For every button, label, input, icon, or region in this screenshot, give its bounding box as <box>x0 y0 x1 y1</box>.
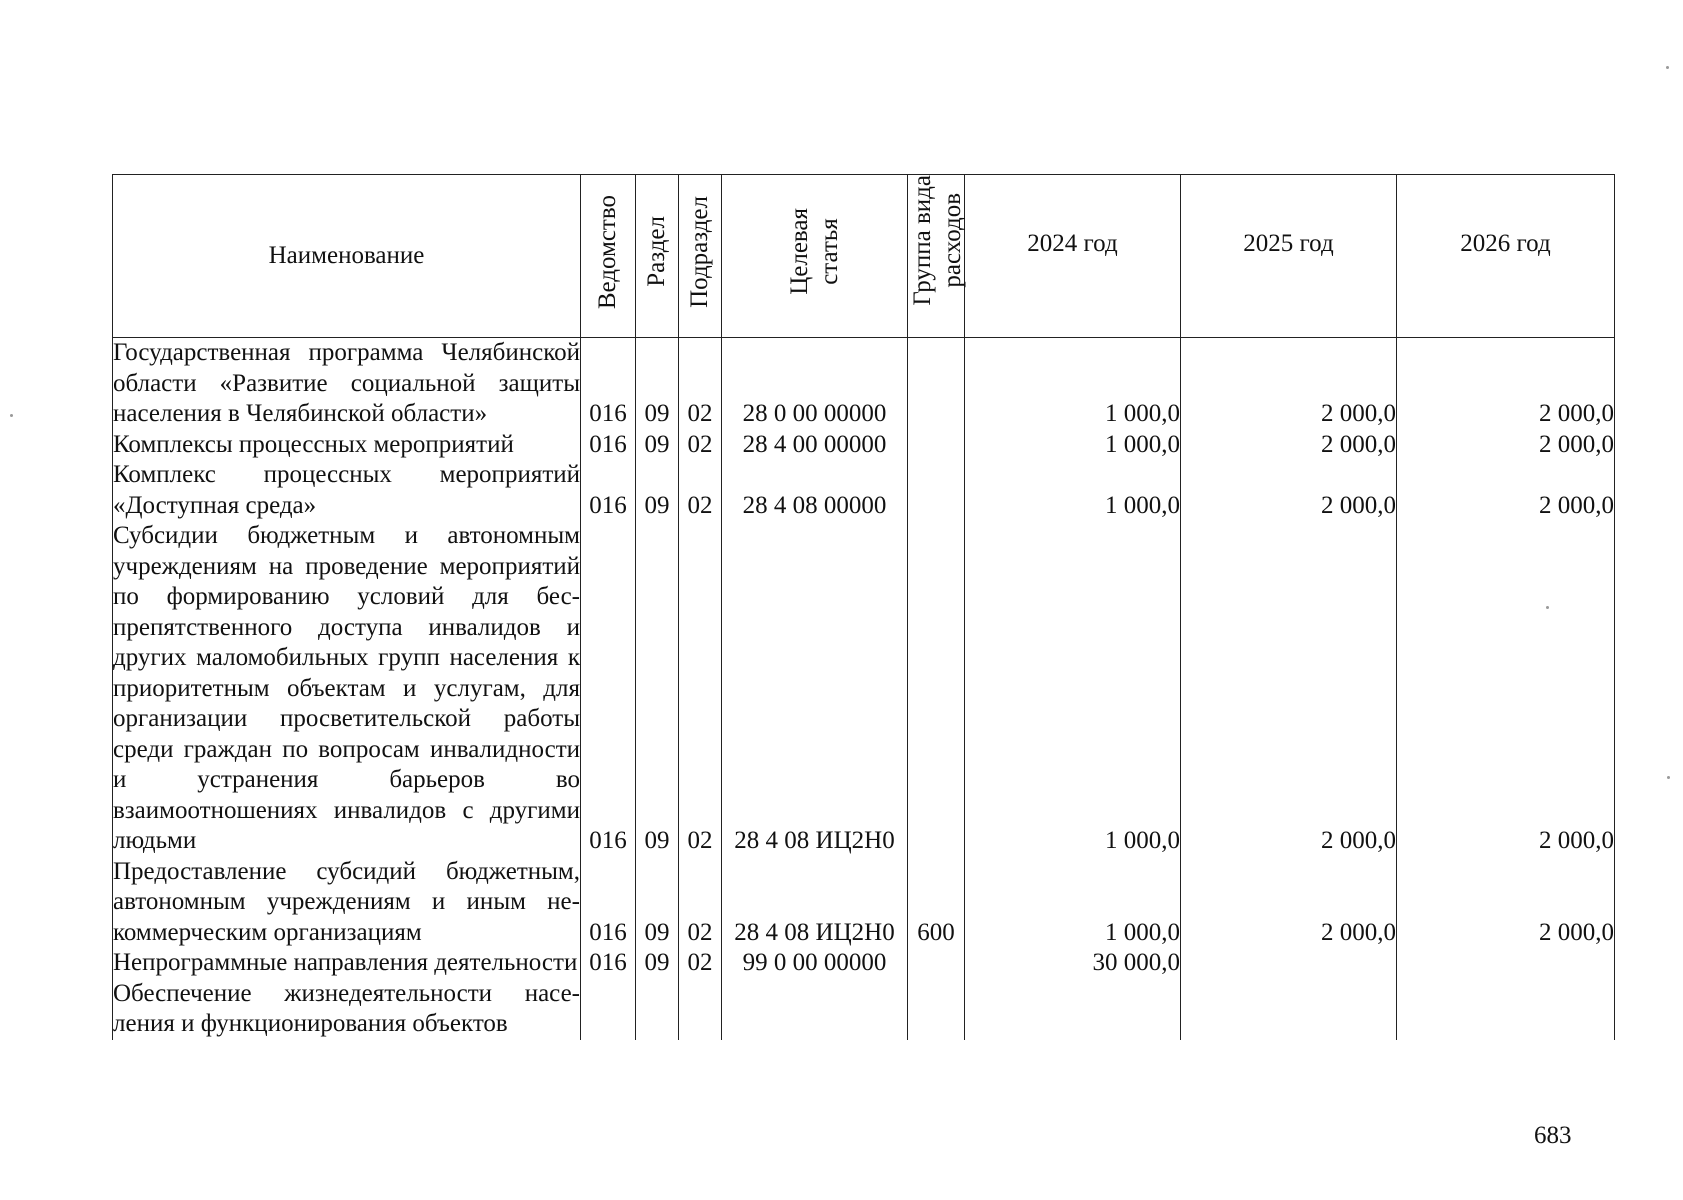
row-target: 28 4 08 ИЦ2Н0 <box>722 521 908 857</box>
header-gruppa-text <box>908 175 968 306</box>
header-2024 <box>965 175 1181 338</box>
row-target: 28 4 08 00000 <box>722 460 908 521</box>
row-2025 <box>1181 979 1397 1040</box>
header-name-text: Наименование <box>268 241 425 269</box>
header-name <box>113 175 581 338</box>
row-podrazdel: 02 <box>679 857 722 949</box>
row-target: 28 4 08 ИЦ2Н0 <box>722 857 908 949</box>
row-target: 28 0 00 00000 <box>722 338 908 430</box>
row-2024: 1 000,0 <box>965 430 1181 461</box>
row-razdel <box>636 979 679 1040</box>
table-row <box>113 857 1615 949</box>
row-name: Субсидии бюджетным и автономным учреждениям на проведение мероприятий по формированию условий для беспрепятственного доступа инвалидов и других маломобильных групп населения к приоритетным объектам и услугам, для организации просветительской работы среди граждан по вопросам инвалидности и устранения барьеров во взаимоотношениях инвалидов с другими людьми <box>113 521 581 857</box>
row-podrazdel: 02 <box>679 338 722 430</box>
row-vedomstvo: 016 <box>581 857 636 949</box>
header-celevaya-text <box>785 208 845 295</box>
row-2025: 2 000,0 <box>1181 460 1397 521</box>
header-gruppa-vida <box>908 175 965 338</box>
row-2025: 2 000,0 <box>1181 521 1397 857</box>
table-row <box>113 948 1615 979</box>
header-vedomstvo <box>581 175 636 338</box>
header-razdel <box>636 175 679 338</box>
row-target: 99 0 00 00000 <box>722 948 908 979</box>
row-name: Обеспечение жизнедеятельности населения и функционирования объектов <box>113 979 581 1040</box>
header-podrazdel <box>679 175 722 338</box>
row-name: Комплекс процессных мероприятий «Доступная среда» <box>113 460 581 521</box>
header-celevaya-line1: Целевая <box>785 208 813 296</box>
row-target: 28 4 00 00000 <box>722 430 908 461</box>
scan-speck <box>1667 776 1670 779</box>
header-2025 <box>1181 175 1397 338</box>
row-name: Предоставление субсидий бюджетным, автономным учреждениям и иным некоммерческим организациям <box>113 857 581 949</box>
header-2024-text: 2024 год <box>1027 229 1118 257</box>
table-header <box>113 175 1615 338</box>
row-2025: 2 000,0 <box>1181 430 1397 461</box>
row-group <box>908 338 965 430</box>
row-vedomstvo: 016 <box>581 460 636 521</box>
table-row <box>113 430 1615 461</box>
scan-speck <box>10 414 13 417</box>
row-target <box>722 979 908 1040</box>
row-2024: 1 000,0 <box>965 460 1181 521</box>
header-2026 <box>1397 175 1615 338</box>
table-row <box>113 460 1615 521</box>
header-2026-text: 2026 год <box>1460 229 1551 257</box>
row-razdel: 09 <box>636 430 679 461</box>
row-podrazdel: 02 <box>679 430 722 461</box>
row-name: Государственная программа Челябинской области «Развитие социальной защиты населения в Челябинской области» <box>113 338 581 430</box>
table-row <box>113 521 1615 857</box>
header-celevaya-line2: статья <box>815 218 843 286</box>
row-2024: 1 000,0 <box>965 338 1181 430</box>
row-group <box>908 979 965 1040</box>
table-row <box>113 338 1615 430</box>
header-gruppa-line2: расходов <box>939 192 966 288</box>
row-2026: 2 000,0 <box>1397 460 1615 521</box>
header-vedomstvo-text: Ведомство <box>594 194 621 309</box>
header-celevaya-statya <box>722 175 908 338</box>
row-vedomstvo: 016 <box>581 338 636 430</box>
row-name: Комплексы процессных мероприятий <box>113 430 581 461</box>
row-2026: 2 000,0 <box>1397 521 1615 857</box>
row-group: 600 <box>908 857 965 949</box>
row-podrazdel: 02 <box>679 948 722 979</box>
row-group <box>908 948 965 979</box>
row-name: Непрограммные направления деятельности <box>113 948 581 979</box>
row-vedomstvo: 016 <box>581 430 636 461</box>
row-2024 <box>965 979 1181 1040</box>
row-razdel: 09 <box>636 460 679 521</box>
row-2026 <box>1397 948 1615 979</box>
row-podrazdel: 02 <box>679 460 722 521</box>
row-vedomstvo: 016 <box>581 948 636 979</box>
row-razdel: 09 <box>636 857 679 949</box>
row-2026: 2 000,0 <box>1397 430 1615 461</box>
page-number: 683 <box>1534 1122 1572 1149</box>
table-row <box>113 979 1615 1040</box>
row-podrazdel <box>679 979 722 1040</box>
row-2026: 2 000,0 <box>1397 338 1615 430</box>
header-2025-text: 2025 год <box>1243 229 1334 257</box>
scan-speck <box>1666 66 1669 69</box>
row-vedomstvo <box>581 979 636 1040</box>
header-razdel-text: Раздел <box>643 216 670 288</box>
scan-speck <box>1546 606 1549 609</box>
row-podrazdel: 02 <box>679 521 722 857</box>
row-razdel: 09 <box>636 521 679 857</box>
row-2025 <box>1181 948 1397 979</box>
row-group <box>908 460 965 521</box>
row-group <box>908 521 965 857</box>
row-2025: 2 000,0 <box>1181 857 1397 949</box>
row-group <box>908 430 965 461</box>
row-razdel: 09 <box>636 338 679 430</box>
table-body <box>113 338 1615 1040</box>
row-razdel: 09 <box>636 948 679 979</box>
header-gruppa-line1: Группа вида <box>909 175 936 306</box>
row-2026 <box>1397 979 1615 1040</box>
row-2024: 1 000,0 <box>965 857 1181 949</box>
row-2026: 2 000,0 <box>1397 857 1615 949</box>
budget-table <box>112 174 1615 1040</box>
row-2024: 30 000,0 <box>965 948 1181 979</box>
row-vedomstvo: 016 <box>581 521 636 857</box>
header-podrazdel-text: Подраздел <box>686 195 713 308</box>
row-2025: 2 000,0 <box>1181 338 1397 430</box>
row-2024: 1 000,0 <box>965 521 1181 857</box>
